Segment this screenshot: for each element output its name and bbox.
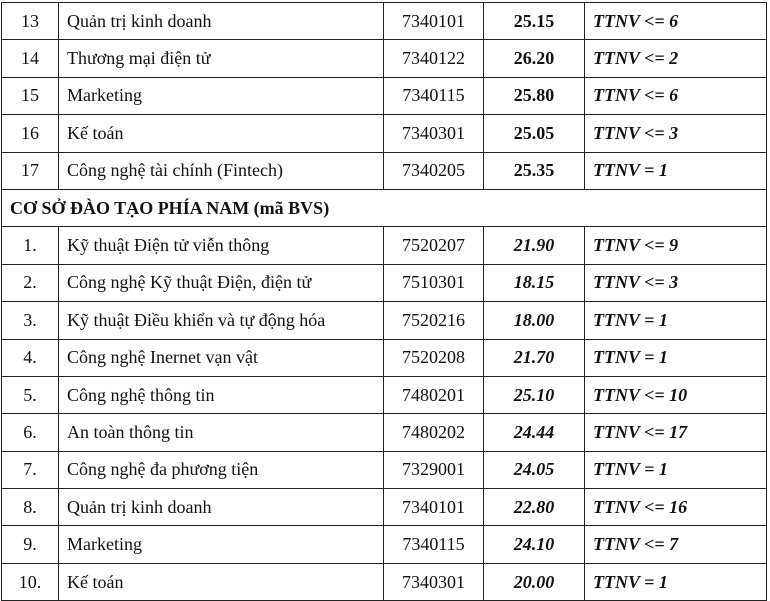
major-name: Quản trị kinh doanh (59, 489, 384, 526)
section-header-row (2, 189, 767, 226)
row-number: 14 (2, 40, 59, 77)
table-row (2, 302, 767, 339)
major-name: Công nghệ Kỹ thuật Điện, điện tử (59, 264, 384, 301)
admission-condition: TTNV = 1 (585, 451, 767, 488)
table-row (2, 227, 767, 264)
cutoff-score: 20.00 (484, 563, 585, 600)
table-row (2, 77, 767, 114)
admission-condition: TTNV <= 16 (585, 489, 767, 526)
major-name: Công nghệ thông tin (59, 376, 384, 413)
admission-condition: TTNV <= 17 (585, 414, 767, 451)
major-code: 7510301 (384, 264, 484, 301)
cutoff-score: 21.70 (484, 339, 585, 376)
major-code: 7340115 (384, 77, 484, 114)
major-code: 7340301 (384, 563, 484, 600)
table-row (2, 563, 767, 600)
table-row (2, 264, 767, 301)
row-number: 16 (2, 115, 59, 152)
cutoff-score: 26.20 (484, 40, 585, 77)
row-number: 8. (2, 489, 59, 526)
major-code: 7340115 (384, 526, 484, 563)
row-number: 13 (2, 3, 59, 40)
table-row (2, 152, 767, 189)
row-number: 9. (2, 526, 59, 563)
admission-condition: TTNV <= 3 (585, 264, 767, 301)
cutoff-score: 25.10 (484, 376, 585, 413)
table-body-south (2, 227, 767, 601)
row-number: 10. (2, 563, 59, 600)
major-code: 7520207 (384, 227, 484, 264)
admission-condition: TTNV <= 9 (585, 227, 767, 264)
major-code: 7340101 (384, 489, 484, 526)
major-code: 7520208 (384, 339, 484, 376)
table-body-section (2, 189, 767, 226)
major-code: 7340205 (384, 152, 484, 189)
major-name: Quản trị kinh doanh (59, 3, 384, 40)
cutoff-score: 25.35 (484, 152, 585, 189)
cutoff-score: 25.15 (484, 3, 585, 40)
cutoff-score: 25.80 (484, 77, 585, 114)
table-row (2, 40, 767, 77)
admission-condition: TTNV <= 6 (585, 77, 767, 114)
major-code: 7480202 (384, 414, 484, 451)
major-name: Công nghệ đa phương tiện (59, 451, 384, 488)
table-row (2, 339, 767, 376)
major-name: Công nghệ Inernet vạn vật (59, 339, 384, 376)
major-code: 7520216 (384, 302, 484, 339)
cutoff-score: 24.05 (484, 451, 585, 488)
major-name: Kỹ thuật Điều khiển và tự động hóa (59, 302, 384, 339)
major-code: 7340301 (384, 115, 484, 152)
table-row (2, 414, 767, 451)
admission-condition: TTNV = 1 (585, 302, 767, 339)
cutoff-score: 18.00 (484, 302, 585, 339)
table-row (2, 115, 767, 152)
major-name: An toàn thông tin (59, 414, 384, 451)
major-name: Công nghệ tài chính (Fintech) (59, 152, 384, 189)
row-number: 3. (2, 302, 59, 339)
admission-condition: TTNV = 1 (585, 563, 767, 600)
section-title: CƠ SỞ ĐÀO TẠO PHÍA NAM (mã BVS) (2, 189, 767, 226)
cutoff-score: 24.44 (484, 414, 585, 451)
admission-condition: TTNV <= 2 (585, 40, 767, 77)
major-code: 7340122 (384, 40, 484, 77)
admission-condition: TTNV <= 7 (585, 526, 767, 563)
admission-condition: TTNV = 1 (585, 152, 767, 189)
admission-condition: TTNV <= 3 (585, 115, 767, 152)
major-code: 7329001 (384, 451, 484, 488)
cutoff-score: 22.80 (484, 489, 585, 526)
row-number: 7. (2, 451, 59, 488)
admission-condition: TTNV <= 6 (585, 3, 767, 40)
admission-condition: TTNV <= 10 (585, 376, 767, 413)
table-row (2, 3, 767, 40)
table-row (2, 376, 767, 413)
major-name: Marketing (59, 526, 384, 563)
table-row (2, 451, 767, 488)
table-row (2, 526, 767, 563)
row-number: 6. (2, 414, 59, 451)
major-name: Kỹ thuật Điện tử viễn thông (59, 227, 384, 264)
row-number: 15 (2, 77, 59, 114)
cutoff-score: 18.15 (484, 264, 585, 301)
cutoff-score: 25.05 (484, 115, 585, 152)
major-name: Thương mại điện tử (59, 40, 384, 77)
major-code: 7480201 (384, 376, 484, 413)
row-number: 17 (2, 152, 59, 189)
table-body-north (2, 3, 767, 190)
admission-condition: TTNV = 1 (585, 339, 767, 376)
cutoff-score: 21.90 (484, 227, 585, 264)
table-row (2, 489, 767, 526)
cutoff-score: 24.10 (484, 526, 585, 563)
row-number: 2. (2, 264, 59, 301)
admission-score-table (1, 2, 767, 601)
row-number: 5. (2, 376, 59, 413)
major-name: Marketing (59, 77, 384, 114)
major-name: Kế toán (59, 115, 384, 152)
row-number: 4. (2, 339, 59, 376)
major-name: Kế toán (59, 563, 384, 600)
row-number: 1. (2, 227, 59, 264)
major-code: 7340101 (384, 3, 484, 40)
